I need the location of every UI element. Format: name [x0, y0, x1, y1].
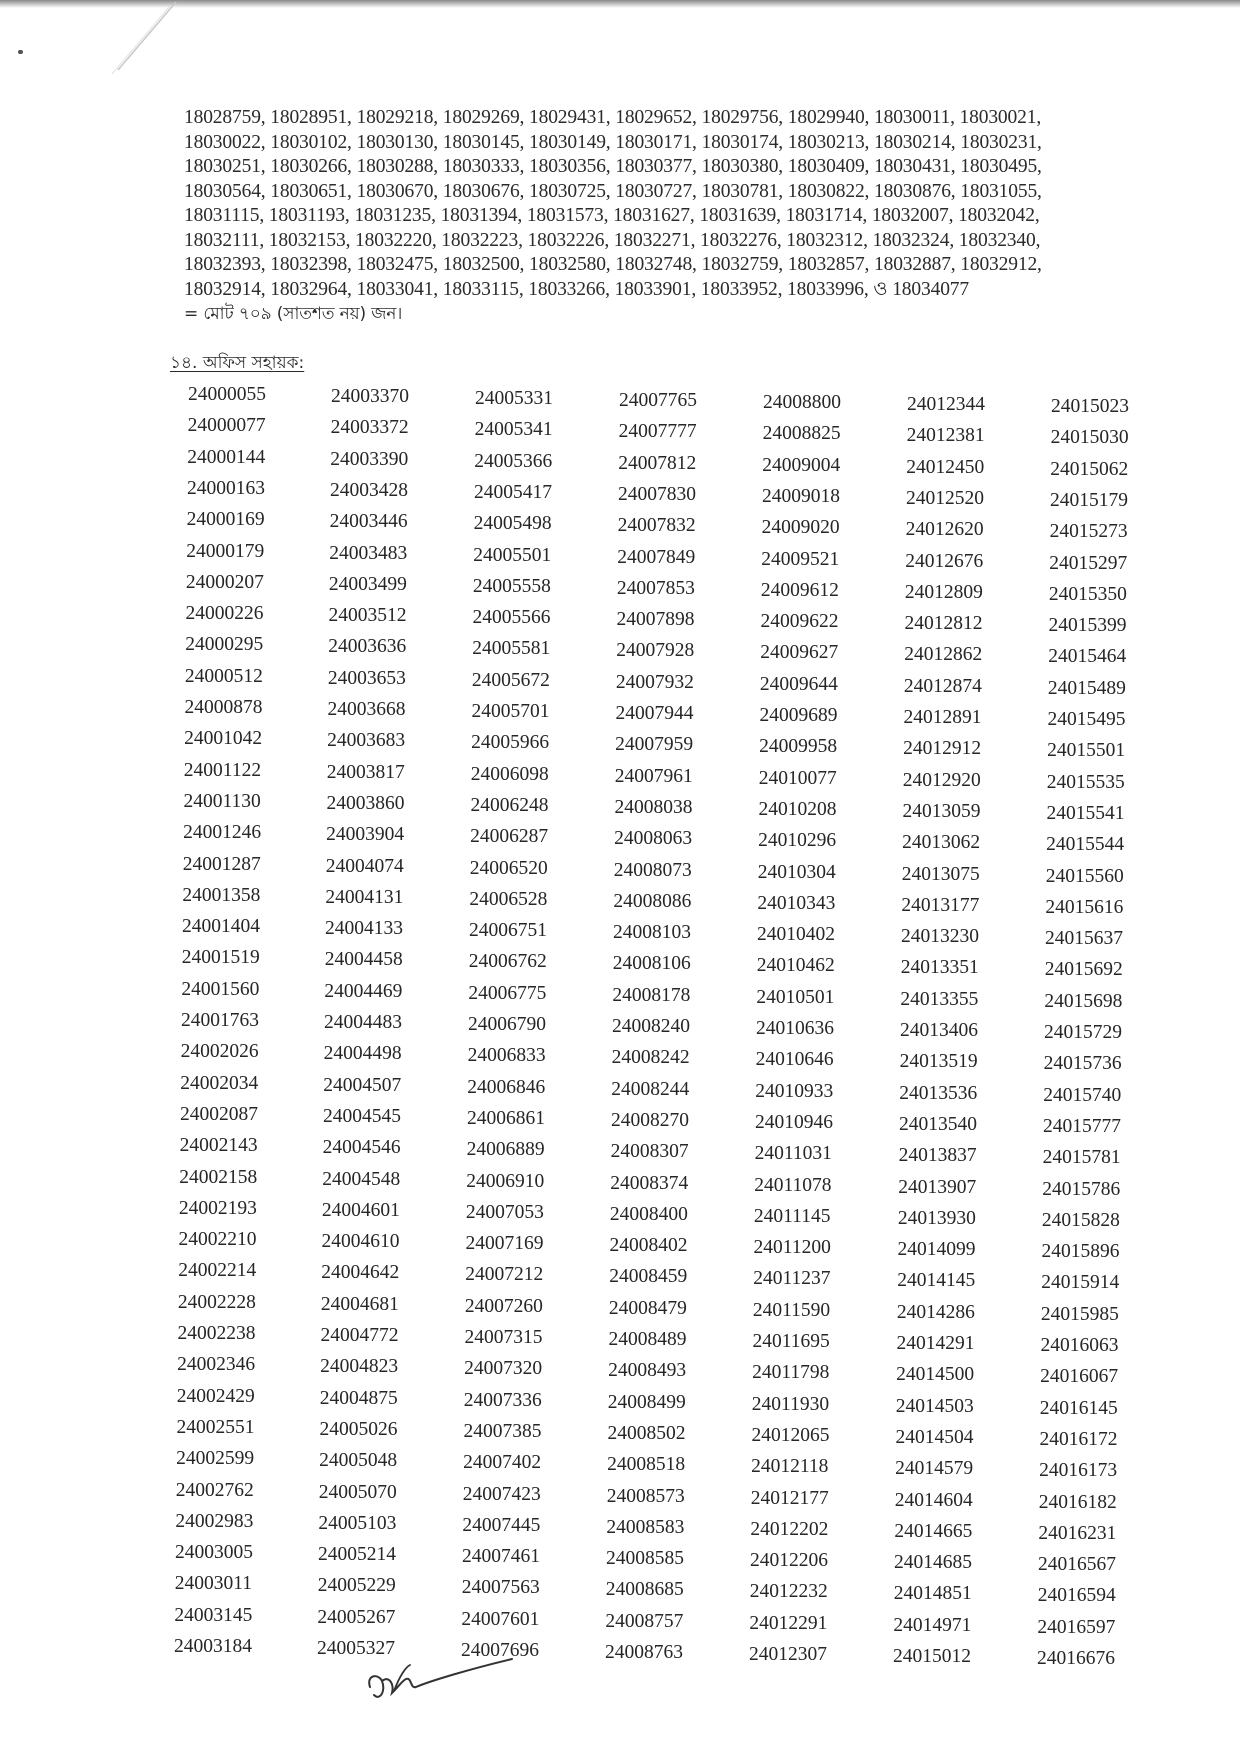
roll-number-cell: 24009958 — [759, 736, 838, 758]
roll-number-cell: 24007853 — [616, 577, 695, 599]
roll-number-cell: 24004469 — [324, 980, 403, 1002]
roll-number-cell: 24014145 — [897, 1270, 976, 1292]
roll-number-cell: 24008242 — [611, 1047, 690, 1069]
section-heading: ১৪. অফিস সহায়ক: — [170, 353, 305, 373]
roll-number-cell: 24005558 — [472, 575, 551, 597]
roll-number-cell: 24015541 — [1046, 802, 1125, 824]
roll-number-cell: 24002551 — [176, 1416, 255, 1438]
roll-number-cell: 24014291 — [896, 1333, 975, 1354]
roll-number-cell: 24003370 — [331, 386, 409, 407]
roll-number-cell: 24000226 — [185, 603, 264, 625]
roll-number-cell: 24007961 — [614, 765, 693, 787]
roll-number-cell: 24008825 — [762, 423, 841, 445]
roll-number-cell: 24003668 — [327, 699, 406, 720]
roll-number-cell: 24005581 — [472, 638, 551, 660]
roll-number-cell: 24001246 — [183, 822, 262, 844]
roll-number-cell: 24001763 — [181, 1010, 259, 1031]
roll-number-cell: 24007812 — [618, 452, 697, 474]
roll-number-cell: 24013406 — [900, 1020, 978, 1041]
roll-number-cell: 24005103 — [318, 1512, 397, 1534]
roll-number-cell: 24014099 — [897, 1239, 976, 1261]
roll-number-cell: 24002193 — [178, 1197, 257, 1219]
roll-number-cell: 24009627 — [760, 642, 839, 664]
roll-number-cell: 24008685 — [605, 1579, 684, 1601]
previous-list-line: 18032111, 18032153, 18032220, 18032223, 18032226, 18032271, 18032276, 18032312, 18032324, 18032340, — [184, 229, 1041, 251]
roll-number-cell: 24005048 — [319, 1450, 398, 1472]
roll-number-cell: 24011078 — [754, 1174, 832, 1196]
roll-number-cell: 24012812 — [904, 613, 983, 635]
roll-number-cell: 24014504 — [895, 1426, 974, 1448]
roll-number-cell: 24005341 — [474, 419, 553, 441]
roll-number-cell: 24003483 — [329, 542, 408, 564]
roll-number-cell: 24008493 — [608, 1360, 687, 1382]
roll-number-cell: 24007696 — [461, 1640, 539, 1661]
roll-number-cell: 24004772 — [320, 1325, 399, 1346]
roll-number-cell: 24008499 — [607, 1391, 686, 1413]
roll-number-cell: 24006762 — [468, 951, 547, 973]
roll-number-cell: 24008400 — [609, 1203, 688, 1225]
roll-number-cell: 24012920 — [902, 769, 981, 791]
roll-number-cell: 24005026 — [319, 1418, 398, 1440]
roll-number-cell: 24004642 — [321, 1262, 400, 1284]
roll-number-cell: 24010402 — [757, 924, 836, 946]
roll-number-cell: 24002238 — [177, 1323, 256, 1344]
roll-number-cell: 24014685 — [894, 1552, 973, 1574]
roll-number-cell: 24016145 — [1039, 1397, 1118, 1419]
previous-list-line: 18028759, 18028951, 18029218, 18029269, 18029431, 18029652, 18029756, 18029940, 18030011, 18030021, — [184, 107, 1042, 128]
roll-number-cell: 24008307 — [610, 1141, 689, 1163]
roll-number-cell: 24005366 — [474, 450, 553, 472]
roll-number-cell: 24006248 — [470, 794, 549, 816]
roll-number-cell: 24007832 — [617, 515, 696, 537]
roll-number-cell: 24010304 — [757, 861, 836, 883]
roll-number-cell: 24001122 — [183, 759, 262, 781]
roll-number-cell: 24011200 — [753, 1237, 831, 1259]
roll-number-cell: 24001287 — [182, 853, 261, 875]
roll-number-cell: 24010946 — [754, 1111, 833, 1133]
roll-number-cell: 24015781 — [1042, 1147, 1121, 1169]
roll-number-cell: 24000295 — [185, 634, 264, 656]
roll-number-cell: 24008063 — [614, 828, 693, 850]
roll-number-cell: 24012620 — [905, 519, 984, 541]
roll-number-cell: 24001358 — [182, 884, 261, 906]
roll-number-cell: 24012065 — [751, 1424, 830, 1446]
roll-number-cell: 24008763 — [605, 1642, 683, 1663]
roll-number-cell: 24005327 — [317, 1638, 395, 1659]
roll-number-cell: 24011798 — [752, 1362, 830, 1384]
roll-number-cell: 24007402 — [463, 1452, 542, 1474]
roll-number-cell: 24008178 — [612, 984, 691, 1006]
roll-number-cell: 24005267 — [317, 1606, 396, 1628]
roll-number-cell: 24006910 — [466, 1170, 545, 1192]
previous-list-line: 18030564, 18030651, 18030670, 18030676, 18030725, 18030727, 18030781, 18030822, 18030876, 18031055, — [184, 180, 1042, 202]
roll-number-cell: 24002143 — [179, 1135, 258, 1157]
roll-number-cell: 24007563 — [461, 1577, 540, 1599]
roll-number-cell: 24007898 — [616, 609, 695, 631]
roll-number-cell: 24002346 — [177, 1354, 256, 1376]
roll-number-cell: 24003683 — [327, 730, 406, 752]
roll-number-cell: 24004458 — [324, 949, 403, 971]
previous-list-line: 18030251, 18030266, 18030288, 18030333, 18030356, 18030377, 18030380, 18030409, 18030431, 18030495, — [184, 156, 1042, 177]
roll-number-cell: 24005701 — [471, 701, 550, 722]
roll-number-cell: 24007849 — [617, 546, 696, 568]
roll-number-cell: 24003636 — [328, 636, 407, 658]
roll-number-cell: 24005331 — [475, 388, 553, 409]
roll-number-cell: 24006775 — [468, 982, 547, 1004]
previous-list-line: 18032393, 18032398, 18032475, 18032500, 18032580, 18032748, 18032759, 18032857, 18032887, 18032912, — [184, 254, 1042, 275]
roll-number-cell: 24008459 — [609, 1266, 688, 1288]
roll-number-cell: 24012206 — [750, 1550, 829, 1572]
roll-number-cell: 24012520 — [905, 487, 984, 509]
roll-number-cell: 24009018 — [761, 485, 840, 507]
roll-number-cell: 24004681 — [320, 1293, 399, 1315]
roll-number-cell: 24011590 — [752, 1299, 831, 1321]
roll-number-cell: 24015297 — [1049, 552, 1128, 574]
roll-number-cell: 24014503 — [895, 1395, 974, 1417]
roll-number-cell: 24015828 — [1041, 1209, 1120, 1231]
roll-number-cell: 24012291 — [749, 1612, 828, 1634]
roll-number-cell: 24007445 — [462, 1514, 541, 1536]
roll-number-cell: 24005501 — [473, 544, 552, 566]
roll-number-cell: 24004507 — [323, 1074, 402, 1096]
roll-number-cell: 24009521 — [761, 548, 840, 570]
roll-number-cell: 24004074 — [325, 855, 404, 877]
roll-number-cell: 24003372 — [330, 417, 409, 439]
roll-number-cell: 24008073 — [613, 859, 692, 881]
roll-number-cell: 24016594 — [1037, 1585, 1116, 1607]
roll-number-cell: 24007830 — [617, 483, 696, 505]
roll-number-cell: 24011031 — [754, 1143, 832, 1165]
roll-number-cell: 24006528 — [469, 888, 548, 910]
roll-number-cell: 24007423 — [462, 1483, 541, 1505]
roll-number-cell: 24015786 — [1042, 1178, 1121, 1200]
roll-number-cell: 24012381 — [906, 425, 985, 447]
roll-number-cell: 24002034 — [180, 1072, 259, 1094]
roll-number-cell: 24015896 — [1041, 1241, 1120, 1263]
roll-number-cell: 24008583 — [606, 1516, 685, 1538]
roll-number-cell: 24001519 — [181, 947, 260, 969]
roll-number-cell: 24000207 — [185, 571, 264, 593]
roll-number-cell: 24016182 — [1038, 1491, 1117, 1513]
roll-number-cell: 24002158 — [179, 1166, 258, 1188]
roll-number-cell: 24002026 — [180, 1041, 259, 1063]
roll-number-cell: 24012862 — [904, 644, 983, 666]
roll-number-cell: 24005672 — [471, 669, 550, 691]
roll-number-cell: 24002429 — [176, 1385, 255, 1407]
roll-number-cell: 24002762 — [175, 1479, 254, 1501]
roll-number-cell: 24012202 — [750, 1518, 829, 1540]
roll-number-cell: 24016676 — [1037, 1648, 1115, 1669]
roll-number-cell: 24004131 — [325, 886, 404, 908]
roll-number-cell: 24010646 — [755, 1049, 834, 1071]
roll-number-cell: 24012307 — [749, 1644, 827, 1665]
roll-number-cell: 24015012 — [893, 1646, 971, 1667]
roll-number-cell: 24004133 — [325, 918, 404, 940]
roll-number-cell: 24015501 — [1047, 740, 1126, 762]
previous-list-line: 18032914, 18032964, 18033041, 18033115, 18033266, 18033901, 18033952, 18033996, ও 18034077 — [184, 278, 970, 300]
roll-number-cell: 24014500 — [896, 1364, 975, 1386]
roll-number-cell: 24006833 — [467, 1045, 546, 1067]
roll-number-cell: 24013075 — [901, 863, 980, 885]
roll-number-cell: 24004875 — [319, 1387, 398, 1409]
roll-number-cell: 24013177 — [901, 894, 980, 916]
roll-number-cell: 24015729 — [1044, 1022, 1122, 1043]
roll-number-cell: 24012232 — [749, 1581, 828, 1603]
roll-number-cell: 24014971 — [893, 1614, 972, 1636]
roll-number-cell: 24000179 — [186, 540, 265, 562]
roll-number-cell: 24003817 — [326, 761, 405, 783]
roll-number-cell: 24015736 — [1043, 1053, 1122, 1075]
roll-number-cell: 24010462 — [756, 955, 835, 977]
signature — [360, 1645, 540, 1725]
roll-number-cell: 24003904 — [326, 824, 405, 846]
roll-number-cell: 24015179 — [1049, 489, 1128, 511]
roll-number-cell: 24011237 — [753, 1268, 831, 1290]
roll-number-cell: 24013059 — [902, 800, 981, 822]
roll-number-cell: 24015740 — [1043, 1084, 1122, 1106]
roll-number-cell: 24008038 — [614, 796, 693, 818]
total-count-line: = মোট ৭০৯ (সাতশত নয়) জন। — [184, 304, 403, 324]
roll-number-cell: 24008240 — [612, 1016, 690, 1037]
roll-number-cell: 24007601 — [461, 1608, 540, 1630]
roll-number-cell: 24013837 — [898, 1145, 977, 1167]
roll-number-cell: 24005566 — [472, 607, 551, 629]
roll-number-cell: 24006287 — [470, 826, 549, 848]
roll-number-cell: 24008757 — [605, 1610, 684, 1632]
roll-number-cell: 24003446 — [329, 511, 408, 533]
roll-number-cell: 24003184 — [174, 1636, 252, 1657]
roll-number-cell: 24007053 — [465, 1201, 544, 1223]
roll-number-cell: 24005417 — [473, 481, 552, 503]
roll-number-cell: 24003512 — [328, 605, 407, 627]
roll-number-cell: 24003011 — [174, 1573, 252, 1595]
roll-number-cell: 24012912 — [903, 738, 982, 760]
roll-number-cell: 24010296 — [758, 830, 837, 852]
roll-number-cell: 24014851 — [893, 1583, 972, 1605]
roll-number-cell: 24015350 — [1048, 583, 1127, 605]
roll-number-cell: 24014604 — [894, 1489, 973, 1511]
roll-number-cell: 24016597 — [1037, 1616, 1116, 1638]
roll-number-cell: 24009689 — [759, 705, 838, 726]
roll-number-cell: 24009612 — [760, 579, 839, 601]
roll-number-cell: 24012177 — [750, 1487, 829, 1509]
roll-number-cell: 24008518 — [607, 1454, 686, 1476]
roll-number-cell: 24013519 — [899, 1051, 978, 1073]
previous-list-line: 18031115, 18031193, 18031235, 18031394, 18031573, 18031627, 18031639, 18031714, 18032007, 18032042, — [184, 205, 1040, 226]
roll-number-cell: 24010933 — [755, 1080, 834, 1102]
roll-number-cell: 24000077 — [187, 415, 266, 437]
roll-number-cell: 24007932 — [615, 671, 694, 693]
roll-number-cell: 24007944 — [615, 703, 694, 724]
roll-number-cell: 24005229 — [317, 1575, 396, 1597]
roll-number-cell: 24004546 — [322, 1137, 401, 1159]
roll-number-cell: 24003653 — [327, 667, 406, 689]
roll-number-cell: 24010501 — [756, 986, 835, 1008]
roll-number-cell: 24014665 — [894, 1520, 973, 1542]
roll-number-cell: 24003390 — [330, 448, 409, 470]
roll-number-cell: 24000512 — [184, 665, 263, 687]
roll-number-cell: 24016063 — [1040, 1335, 1119, 1356]
roll-number-cell: 24007959 — [615, 734, 694, 756]
roll-number-cell: 24015495 — [1047, 709, 1126, 730]
roll-number-cell: 24015399 — [1048, 615, 1127, 637]
roll-number-cell: 24008479 — [608, 1297, 687, 1319]
roll-number-cell: 24007315 — [464, 1327, 543, 1348]
roll-number-cell: 24007385 — [463, 1420, 542, 1442]
roll-number-cell: 24015030 — [1050, 427, 1129, 449]
roll-number-cell: 24010077 — [758, 767, 837, 789]
roll-number-cell: 24003005 — [175, 1542, 254, 1564]
roll-number-cell: 24003145 — [174, 1604, 253, 1626]
roll-number-cell: 24000878 — [184, 697, 263, 718]
roll-number-cell: 24008800 — [763, 392, 841, 413]
roll-number-cell: 24008270 — [610, 1109, 689, 1131]
roll-number-cell: 24004601 — [321, 1199, 400, 1221]
roll-number-cell: 24014286 — [896, 1301, 975, 1323]
roll-number-cell: 24013062 — [902, 832, 981, 854]
roll-number-cell: 24013351 — [900, 957, 979, 979]
previous-list-line: 18030022, 18030102, 18030130, 18030145, 18030149, 18030171, 18030174, 18030213, 18030214, 18030231, — [184, 131, 1042, 153]
roll-number-cell: 24000169 — [186, 509, 265, 531]
roll-number-cell: 24014579 — [895, 1458, 974, 1480]
roll-number-cell: 24007212 — [465, 1264, 544, 1286]
roll-number-cell: 24015692 — [1044, 959, 1123, 981]
roll-number-cell: 24013907 — [898, 1176, 977, 1198]
roll-number-cell: 24001404 — [182, 916, 261, 938]
roll-number-cell: 24001560 — [181, 978, 260, 1000]
roll-number-cell: 24010343 — [757, 892, 836, 914]
roll-number-cell: 24001130 — [183, 790, 261, 812]
roll-number-cell: 24007260 — [464, 1295, 543, 1317]
roll-number-cell: 24012118 — [751, 1456, 829, 1478]
roll-number-cell: 24016173 — [1039, 1460, 1118, 1482]
roll-number-cell: 24015777 — [1042, 1115, 1121, 1137]
roll-number-cell: 24002210 — [178, 1229, 257, 1251]
roll-number-cell: 24000163 — [186, 477, 265, 499]
roll-number-cell: 24015637 — [1045, 928, 1124, 950]
roll-number-cell: 24004483 — [324, 1012, 402, 1033]
roll-number-cell: 24002228 — [177, 1291, 256, 1313]
roll-number-cell: 24016172 — [1039, 1428, 1118, 1450]
roll-number-cell: 24000055 — [188, 384, 266, 405]
roll-number-cell: 24008374 — [610, 1172, 689, 1194]
roll-number-cell: 24013230 — [901, 926, 980, 948]
roll-number-cell: 24004548 — [322, 1168, 401, 1190]
roll-number-cell: 24008106 — [612, 953, 691, 975]
roll-number-cell: 24010636 — [756, 1018, 834, 1039]
roll-number-cell: 24003860 — [326, 792, 405, 814]
roll-number-cell: 24008244 — [611, 1078, 690, 1100]
roll-number-cell: 24007461 — [462, 1546, 541, 1568]
roll-number-cell: 24008502 — [607, 1422, 686, 1444]
roll-number-cell: 24015560 — [1045, 865, 1124, 887]
roll-number-cell: 24012344 — [907, 394, 985, 415]
roll-number-cell: 24006790 — [468, 1014, 546, 1035]
roll-number-cell: 24013355 — [900, 988, 979, 1010]
roll-number-cell: 24007777 — [618, 421, 697, 443]
roll-number-cell: 24015062 — [1050, 458, 1129, 480]
roll-number-cell: 24004610 — [321, 1231, 400, 1253]
roll-number-cell: 24008103 — [613, 922, 692, 944]
roll-number-cell: 24012874 — [903, 675, 982, 697]
roll-number-cell: 24013930 — [897, 1207, 976, 1229]
roll-number-cell: 24004823 — [320, 1356, 399, 1378]
roll-number-cell: 24005966 — [471, 732, 550, 754]
roll-number-cell: 24007765 — [619, 390, 697, 411]
roll-number-cell: 24006889 — [466, 1139, 545, 1161]
roll-number-cell: 24006846 — [467, 1076, 546, 1098]
roll-number-cell: 24007169 — [465, 1233, 544, 1255]
roll-number-cell: 24003428 — [329, 479, 408, 501]
roll-number-cell: 24008086 — [613, 890, 692, 912]
roll-number-cell: 24001042 — [184, 728, 263, 750]
roll-number-cell: 24012891 — [903, 707, 982, 728]
roll-number-cell: 24002214 — [178, 1260, 257, 1282]
roll-number-cell: 24008585 — [606, 1548, 685, 1570]
roll-number-cell: 24012450 — [906, 456, 985, 478]
roll-number-cell: 24012676 — [905, 550, 984, 572]
roll-number-cell: 24015273 — [1049, 521, 1128, 543]
roll-number-cell: 24005214 — [318, 1544, 397, 1566]
roll-number-cell: 24006098 — [470, 763, 549, 785]
roll-number-cell: 24008402 — [609, 1235, 688, 1257]
roll-number-cell: 24007928 — [616, 640, 695, 662]
roll-number-cell: 24006520 — [469, 857, 548, 879]
roll-number-cell: 24006861 — [466, 1107, 545, 1129]
roll-number-cell: 24013540 — [898, 1113, 977, 1135]
roll-number-cell: 24002983 — [175, 1510, 254, 1532]
roll-number-cell: 24015464 — [1048, 646, 1127, 668]
roll-number-cell: 24000144 — [187, 446, 266, 468]
roll-number-cell: 24009020 — [761, 517, 840, 539]
roll-number-cell: 24009622 — [760, 611, 839, 633]
roll-number-cell: 24015698 — [1044, 990, 1123, 1012]
roll-number-cell: 24016567 — [1038, 1554, 1117, 1576]
roll-number-cell: 24015985 — [1040, 1303, 1119, 1325]
roll-number-cell: 24009004 — [762, 454, 841, 476]
roll-number-cell: 24015616 — [1045, 896, 1124, 918]
roll-number-cell: 24004498 — [323, 1043, 402, 1065]
roll-number-cell: 24015544 — [1046, 834, 1125, 856]
roll-number-cell: 24013536 — [899, 1082, 978, 1104]
roll-number-cell: 24011145 — [753, 1205, 831, 1227]
roll-number-cell: 24007320 — [464, 1358, 543, 1380]
roll-number-cell: 24006751 — [469, 920, 548, 942]
roll-number-cell: 24011695 — [752, 1331, 830, 1352]
roll-number-cell: 24004545 — [322, 1105, 401, 1127]
roll-number-cell: 24015535 — [1046, 771, 1125, 793]
roll-number-cell: 24010208 — [758, 798, 837, 820]
roll-number-cell: 24005070 — [318, 1481, 397, 1503]
roll-number-cell: 24002087 — [179, 1103, 258, 1125]
roll-number-cell: 24007336 — [463, 1389, 542, 1411]
roll-number-cell: 24012809 — [904, 581, 983, 603]
roll-number-cell: 24008573 — [606, 1485, 685, 1507]
roll-number-cell: 24002599 — [176, 1448, 255, 1470]
roll-number-cell: 24009644 — [759, 673, 838, 695]
roll-number-cell: 24011930 — [751, 1393, 830, 1415]
roll-number-cell: 24015914 — [1041, 1272, 1120, 1294]
roll-number-cell: 24005498 — [473, 513, 552, 535]
roll-number-cell: 24015489 — [1047, 677, 1126, 699]
roll-number-cell: 24015023 — [1051, 396, 1129, 417]
roll-number-cell: 24016231 — [1038, 1522, 1117, 1544]
roll-number-cell: 24003499 — [328, 573, 407, 595]
roll-number-cell: 24016067 — [1040, 1366, 1119, 1388]
roll-number-cell: 24008489 — [608, 1329, 687, 1350]
